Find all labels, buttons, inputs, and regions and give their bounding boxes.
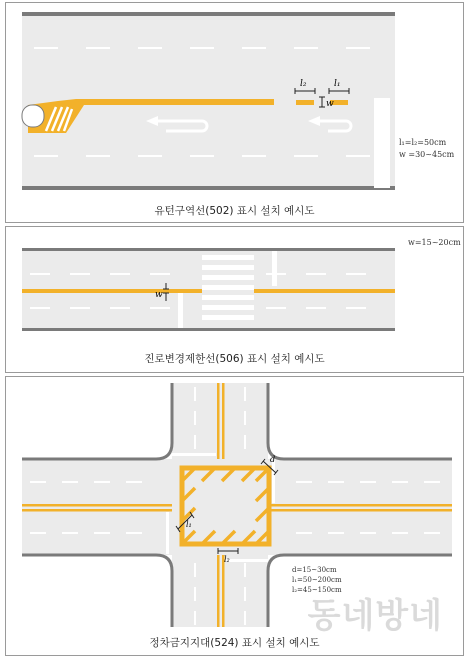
label-l1: l₁	[334, 79, 341, 89]
note-w: w =30~45cm	[399, 150, 455, 159]
no-stopping-panel	[5, 376, 464, 656]
label-l2: l₂	[300, 79, 307, 89]
caption-no-stopping: 정차금지지대(524) 표시 설치 예시도	[149, 637, 320, 649]
label-w: w	[155, 290, 163, 300]
note-l2: l₂=45~150cm	[292, 586, 342, 594]
road-horizontal	[22, 459, 452, 555]
note-w: w=15~20cm	[408, 238, 461, 247]
road-edge-top	[22, 248, 395, 251]
road-edge-bottom	[22, 186, 395, 190]
caption-uturn-zone: 유턴구역선(502) 표시 설치 예시도	[154, 205, 315, 217]
no-change-line-left	[22, 289, 202, 293]
road-edge-bottom	[22, 328, 395, 331]
watermark-logo: 동네방네	[307, 596, 443, 636]
no-change-line-right	[254, 289, 395, 293]
stop-line-right	[272, 251, 277, 286]
dimension-notes	[399, 137, 454, 161]
lane-change-panel	[5, 226, 464, 373]
label-l2: l₂	[224, 555, 230, 564]
note-d: d=15~30cm	[292, 566, 337, 574]
note-l1-l2: l₁=l₂=50cm	[399, 138, 447, 147]
uturn-zone-diagram	[6, 3, 465, 224]
road-edge-top	[22, 12, 395, 16]
caption-lane-change: 진로변경제한선(506) 표시 설치 예시도	[144, 353, 325, 365]
stop-line-left	[178, 293, 183, 328]
label-l1: l₁	[186, 520, 192, 529]
median-nose	[22, 105, 44, 127]
note-l1: l₁=50~200cm	[292, 576, 342, 584]
label-w: w	[326, 99, 334, 109]
label-d: d	[270, 455, 276, 464]
uturn-zone-panel	[5, 2, 464, 223]
stop-line	[374, 98, 390, 188]
